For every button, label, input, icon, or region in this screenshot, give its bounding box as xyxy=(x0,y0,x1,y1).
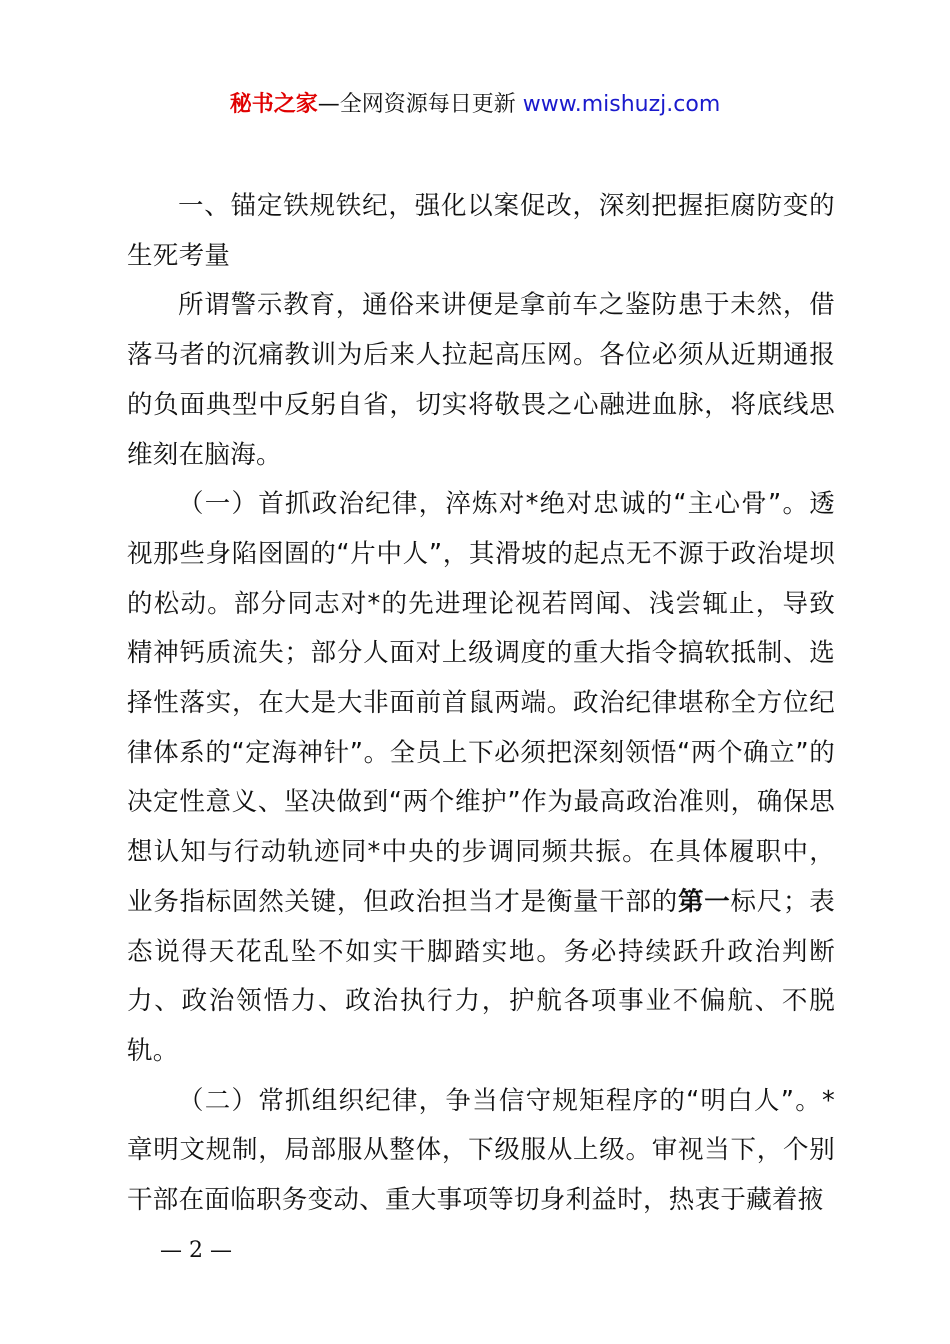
paragraph-text: （一）首抓政治纪律，淬炼对*绝对忠诚的“主心骨”。透视那些身陷囹圄的“片中人”，其滑坡的起点无不源于政治堤坝的松动。部分同志对*的先进理论视若罔闻、浅尝辄止，导致精神钙质流失；部分人面对上级调度的重大指令搞软抵制、选择性落实，在大是大非面前首鼠两端。政治纪律堪称全方位纪律体系的“定海神针”。全员上下必须把深刻领悟“两个确立”的决定性意义、坚决做到“两个维护”作为最高政治准则，确保思想认知与行动轨迹同*中央的步调同频共振。在具体履职中，业务指标固然关键，但政治担当才是衡量干部的 xyxy=(127,489,835,917)
header-tagline: —全网资源每日更新 xyxy=(317,92,523,117)
document-header xyxy=(0,88,950,122)
website-link[interactable]: www.mishuzj.com xyxy=(522,92,721,117)
brand-name: 秘书之家 xyxy=(229,92,318,117)
bold-emphasis: 第一 xyxy=(678,886,731,917)
section-heading: 一、锚定铁规铁纪，强化以案促改，深刻把握拒腐防变的生死考量 xyxy=(127,191,835,271)
paragraph-text: 标尺；表态说得天花乱坠不如实干脚踏实地。务必持续跃升政治判断力、政治领悟力、政治执行力，护航各项事业不偏航、不脱轨。 xyxy=(127,886,835,1066)
paragraph-intro: 所谓警示教育，通俗来讲便是拿前车之鉴防患于未然，借落马者的沉痛教训为后来人拉起高压网。各位必须从近期通报的负面典型中反躬自省，切实将敬畏之心融进血脉，将底线思维刻在脑海。 xyxy=(127,290,835,470)
page-number: — 2 — xyxy=(160,1238,232,1263)
paragraph-organizational-discipline: （二）常抓组织纪律，争当信守规矩程序的“明白人”。*章明文规制，局部服从整体，下级服从上级。审视当下，个别干部在面临职务变动、重大事项等切身利益时，热衷于藏着掖 xyxy=(127,1085,835,1216)
paragraph-political-discipline xyxy=(127,480,835,1076)
document-body xyxy=(127,182,835,1226)
